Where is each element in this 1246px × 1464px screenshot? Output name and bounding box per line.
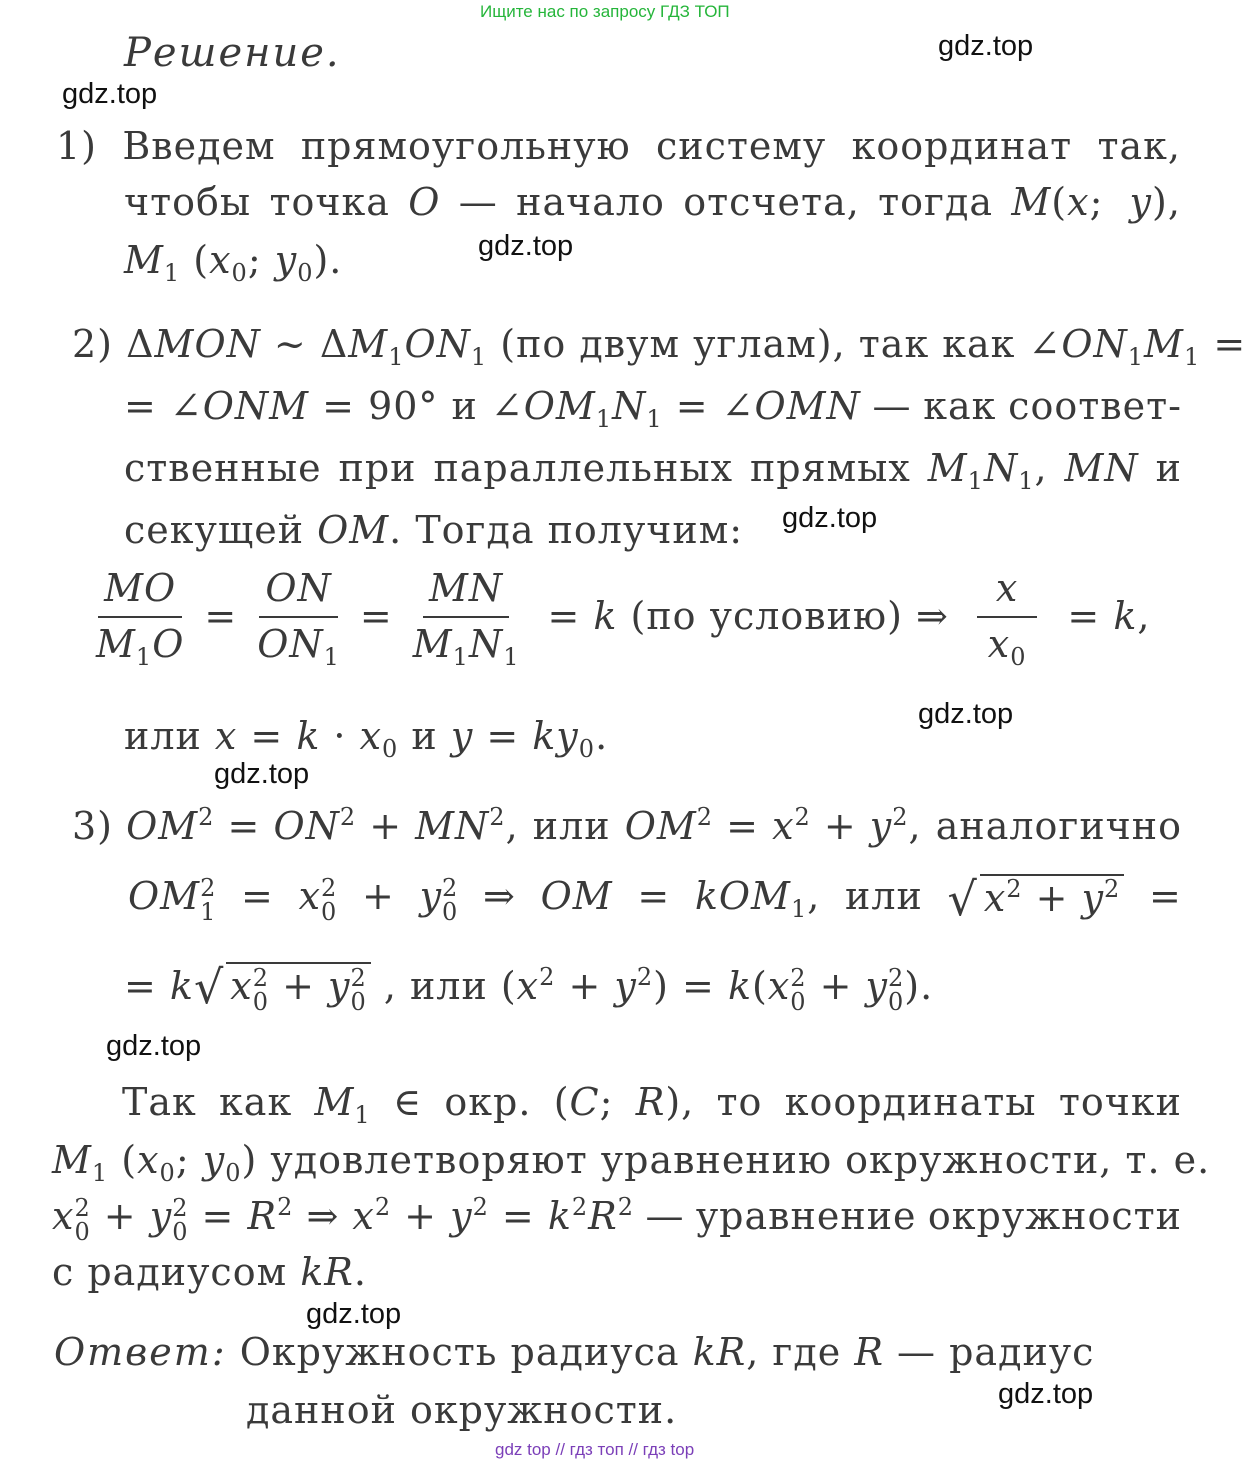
step3-line2: OM 2 1 = x 2 0 + y 2 0 ⇒ OM = kOM$_1$, или √ $x^2 + y^2$ =: [128, 872, 1182, 926]
step1-line3: $M_1$ ($x_0$; $y_0$).: [124, 238, 343, 287]
watermark: gdz.top: [214, 758, 310, 790]
watermark: gdz.top: [62, 78, 158, 110]
watermark: gdz.top: [306, 1298, 402, 1330]
search-hint-link[interactable]: Ищите нас по запросу ГДЗ ТОП: [480, 2, 730, 21]
step1-line2: чтобы точка O — начало отсчета, тогда M(x; y),: [124, 180, 1181, 224]
conclusion-line2: $M_1$ ($x_0$; $y_0$) удовлетворяют уравнению окружности, т. е.: [52, 1138, 1211, 1187]
fraction-on: $\frac{ON}{ON_1}$: [257, 566, 340, 671]
watermark: gdz.top: [106, 1030, 202, 1062]
watermark: gdz.top: [782, 502, 878, 534]
step2-line1: 2) ΔMON ~ $\Delta M_1ON_1$ (по двум углам), так как $\angle ON_1M_1$ =: [72, 322, 1246, 371]
fraction-mn: $\frac{MN}{M_1N_1}$: [412, 566, 520, 671]
step2-line2: = ∠ONM = 90° и $\angle OM_1N_1$ = ∠OMN — как соответ-: [124, 384, 1182, 433]
step1-line1: 1) Введем прямоугольную систему координат так,: [56, 124, 1181, 168]
fraction-x: $\frac{x}{x_0}$: [977, 566, 1038, 666]
conclusion-line3: x 2 0 + y 2 0 = $R^2$ ⇒ $x^2 + y^2 = k^2R^2$ — уравнение окружности: [52, 1193, 1182, 1246]
footer-links[interactable]: gdz top // гдз топ // гдз top: [495, 1440, 695, 1459]
conclusion-line4: с радиусом kR.: [52, 1250, 367, 1294]
watermark: gdz.top: [998, 1378, 1094, 1410]
answer-label: Ответ:: [54, 1330, 227, 1374]
answer-line2: данной окружности.: [246, 1388, 678, 1432]
fraction-mo: $\frac{MO}{M_1O}$: [96, 566, 185, 671]
answer-line1: Ответ: Окружность радиуса kR, где R — радиус: [54, 1330, 1095, 1374]
step2-line4: секущей OM. Тогда получим:: [124, 508, 744, 552]
proportion-formula: $\frac{MO}{M_1O}$ = $\frac{ON}{ON_1}$ = $\frac{MN}{M_1N_1}$ = k (по условию) ⇒ $\frac{x}{x_0}$ = k,: [90, 566, 1150, 666]
step2-line3: ственные при параллельных прямых $M_1N_1$, MN и: [124, 446, 1182, 495]
watermark: gdz.top: [918, 698, 1014, 730]
solution-heading: Решение.: [124, 30, 341, 76]
watermark: gdz.top: [938, 30, 1034, 62]
watermark: gdz.top: [478, 230, 574, 262]
conclusion-line1: Так как $M_1$ ∈ окр. (C; R), то координаты точки: [122, 1080, 1182, 1129]
step3-line1: 3) $OM^2 = ON^2 + MN^2$, или $OM^2 = x^2 + y^2$, аналогично: [72, 803, 1182, 848]
step3-line3: = k√ x 2 0 + y 2 0 , или $(x^2 + y^2) = k(x$ 2 0 + y 2 0 ).: [124, 960, 934, 1016]
step2-line6: или $x = k \cdot x_0$ и $y = ky_0$.: [124, 714, 609, 763]
